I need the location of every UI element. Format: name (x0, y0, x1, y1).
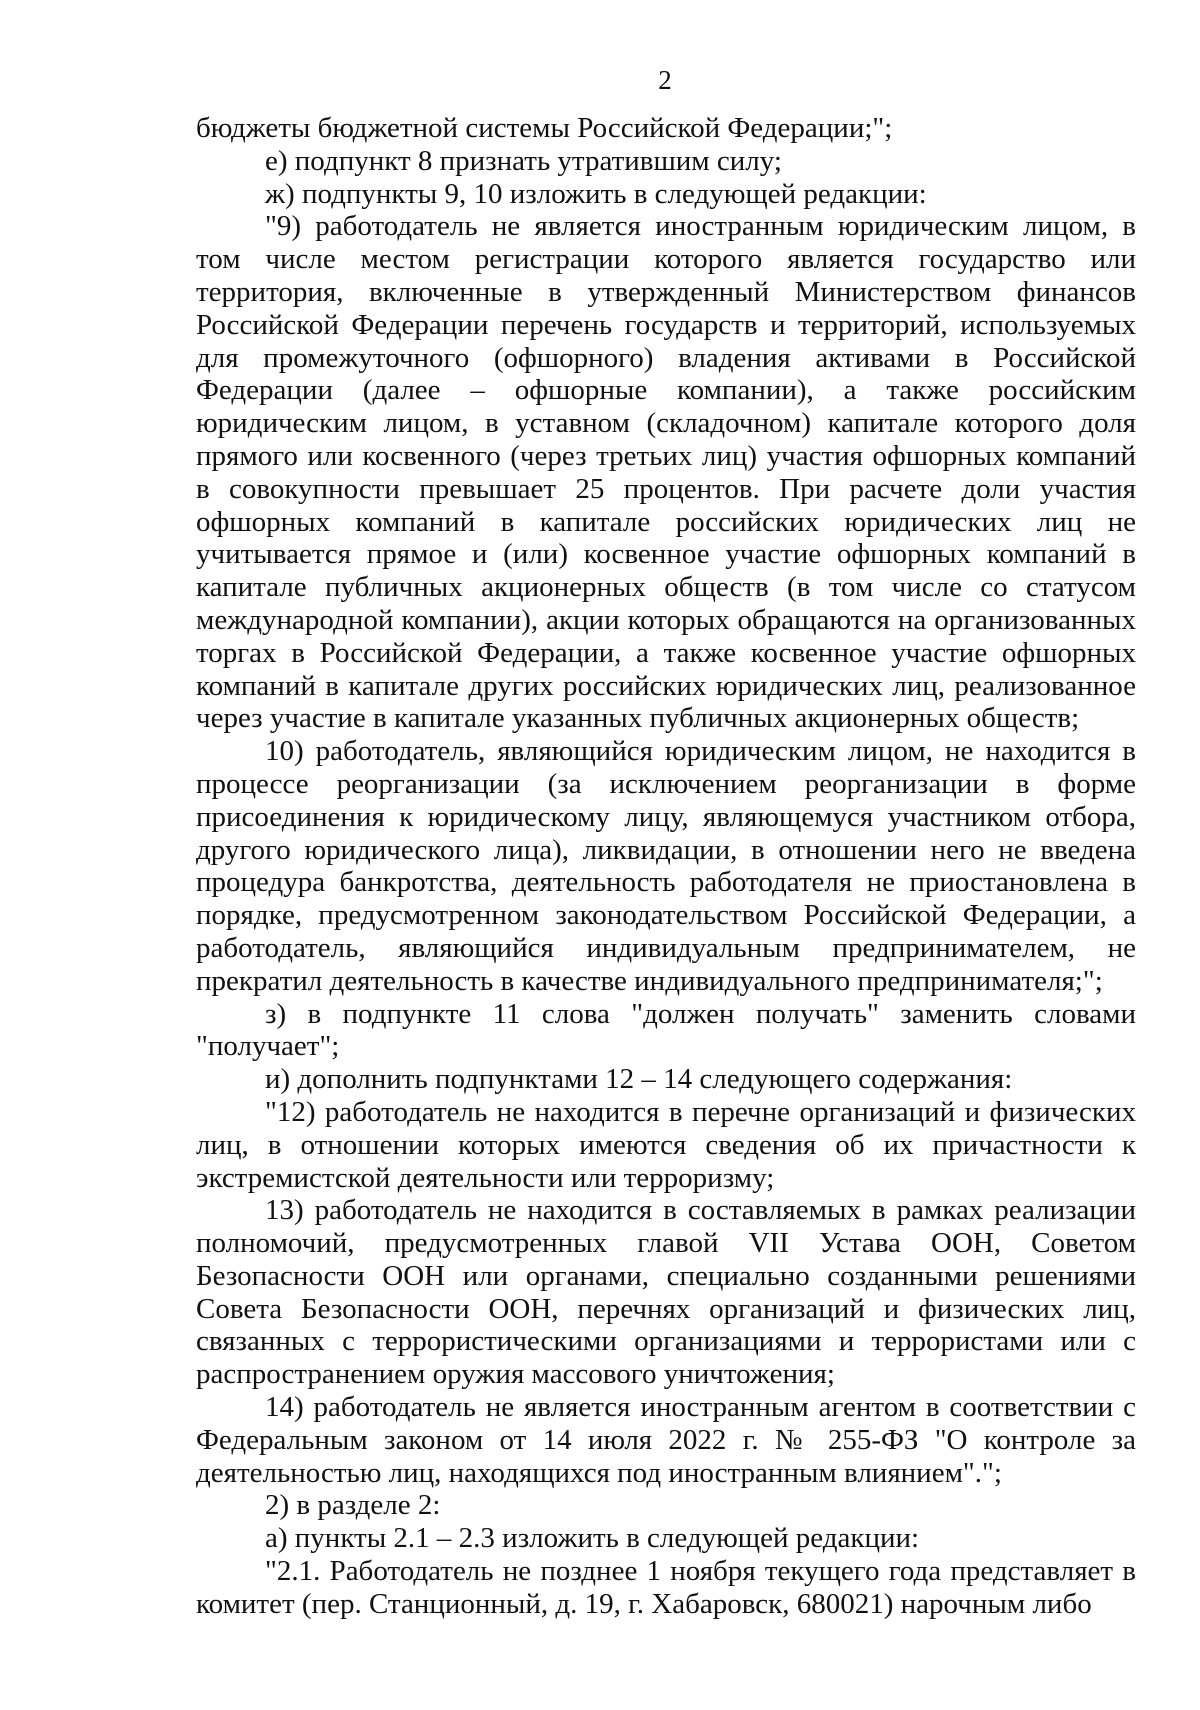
paragraph-item-a: а) пункты 2.1 – 2.3 изложить в следующей редакции: (265, 1522, 920, 1555)
document-body (196, 112, 1136, 1621)
paragraph-continuation: бюджеты бюджетной системы Российской Федерации;"; (196, 112, 893, 144)
paragraph-clause-2-1: "2.1. Работодатель не позднее 1 ноября текущего года представляет в комитет (пер. Станционный, д. 19, г. Хабаровск, 680021) нарочным либо (196, 1555, 1136, 1620)
paragraph-item-2: 2) в разделе 2: (265, 1489, 441, 1522)
paragraph-subitem-13: 13) работодатель не находится в составляемых в рамках реализации полномочий, предусмотренных главой VII Устава ООН, Советом Безопасности ООН или органами, специально созданными решениями Совета Безопасности ООН, перечнях организаций и физических лиц, связанных с террористическими организациями и террористами или с распространением оружия массового уничтожения; (196, 1194, 1136, 1391)
paragraph-item-i: и) дополнить подпунктами 12 – 14 следующего содержания: (265, 1063, 1013, 1096)
paragraph-subitem-12: "12) работодатель не находится в перечне организаций и физических лиц, в отношении которых имеются сведения об их причастности к экстремистской деятельности или терроризму; (196, 1095, 1136, 1194)
page-number: 2 (658, 65, 672, 95)
paragraph-item-z: з) в подпункте 11 слова "должен получать" заменить словами "получает"; (196, 997, 1136, 1063)
paragraph-subitem-14: 14) работодатель не является иностранным агентом в соответствии с Федеральным законом от 14 июля 2022 г. № 255-ФЗ "О контроле за деятельностью лиц, находящихся под иностранным влиянием"."; (196, 1391, 1136, 1489)
paragraph-subitem-9: "9) работодатель не является иностранным юридическим лицом, в том числе местом регистрации которого является государство или территория, включенные в утвержденный Министерством финансов Российской Федерации перечень государств и территорий, используемых для промежуточного (офшорного) владения активами в Российской Федерации (далее – офшорные компании), а также российским юридическим лицом, в уставном (складочном) капитале которого доля прямого или косвенного (через третьих лиц) участия офшорных компаний в совокупности превышает 25 процентов. При расчете доли участия офшорных компаний в капитале российских юридических лиц не учитывается прямое и (или) косвенное участие офшорных компаний в капитале публичных акционерных обществ (в том числе со статусом международной компании), акции которых обращаются на организованных торгах в Российской Федерации, а также косвенное участие офшорных компаний в капитале других российских юридических лиц, реализованное через участие в капитале указанных публичных акционерных обществ; (196, 210, 1136, 735)
paragraph-item-zh: ж) подпункты 9, 10 изложить в следующей редакции: (265, 177, 927, 210)
paragraph-subitem-10: 10) работодатель, являющийся юридическим лицом, не находится в процессе реорганизации (за исключением реорганизации в форме присоединения к юридическому лицу, являющемуся участником отбора, другого юридического лица), ликвидации, в отношении него не введена процедура банкротства, деятельность работодателя не приостановлена в порядке, предусмотренном законодательством Российской Федерации, а работодатель, являющийся индивидуальным предпринимателем, не прекратил деятельность в качестве индивидуального предпринимателя;"; (196, 735, 1136, 997)
paragraph-item-e: е) подпункт 8 признать утратившим силу; (265, 144, 782, 177)
